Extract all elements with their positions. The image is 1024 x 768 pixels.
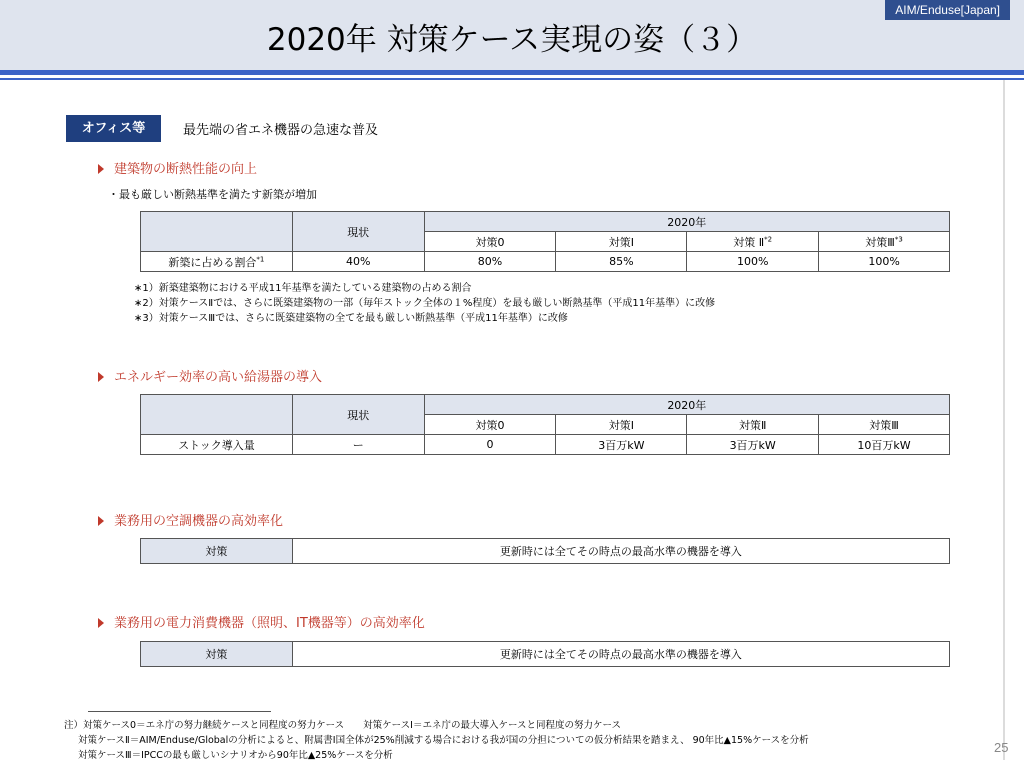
appliances-table xyxy=(140,641,950,667)
row-label: 対策 xyxy=(141,539,293,564)
header-case-0: 対策0 xyxy=(424,415,556,435)
section-heading-insulation xyxy=(98,158,257,177)
cell-case-2: 3百万kW xyxy=(687,435,819,455)
row-label: 新築に占める割合$^{*1}$ xyxy=(141,252,293,272)
table-row xyxy=(141,642,950,667)
section-heading-text: 建築物の断熱性能の向上 xyxy=(114,162,258,177)
section-heading-text: 業務用の空調機器の高効率化 xyxy=(114,514,284,529)
row-value: 更新時には全てその時点の最高水準の機器を導入 xyxy=(292,539,949,564)
triangle-right-icon xyxy=(98,164,104,174)
section-heading-text: 業務用の電力消費機器（照明、IT機器等）の高効率化 xyxy=(114,616,425,631)
section-heading-appliances xyxy=(98,612,425,631)
cell-case-3: 10百万kW xyxy=(819,435,950,455)
table-row xyxy=(141,252,950,272)
footnote-divider xyxy=(88,711,271,712)
header-case-0: 対策0 xyxy=(424,232,556,252)
right-margin-line xyxy=(1003,80,1005,760)
note-line: ∗1）新築建築物における平成11年基準を満たしている建築物の占める割合 xyxy=(134,283,472,294)
category-badge: オフィス等 xyxy=(66,115,161,142)
section-heading-hvac xyxy=(98,510,283,529)
hvac-table xyxy=(140,538,950,564)
source-tag: AIM/Enduse[Japan] xyxy=(885,0,1010,20)
category-description: 最先端の省エネ機器の急速な普及 xyxy=(183,123,379,138)
triangle-right-icon xyxy=(98,618,104,628)
cell-case-1: 3百万kW xyxy=(556,435,687,455)
cell-current: ー xyxy=(292,435,424,455)
cell-case-3: 100% xyxy=(819,252,950,272)
note-line: ∗3）対策ケースⅢでは、さらに既築建築物の全てを最も厳しい断熱基準（平成11年基準）に改修 xyxy=(134,313,568,324)
row-value: 更新時には全てその時点の最高水準の機器を導入 xyxy=(292,642,949,667)
header-rule-thick xyxy=(0,70,1024,75)
footnote-mark: *3 xyxy=(894,234,903,243)
section-heading-water-heater xyxy=(98,366,322,385)
cell-case-1: 85% xyxy=(556,252,687,272)
header-case-1: 対策Ⅰ xyxy=(556,232,687,252)
header-current: 現状 xyxy=(292,212,424,252)
table-corner-cell xyxy=(141,212,293,252)
triangle-right-icon xyxy=(98,516,104,526)
footnote-line: 注）対策ケース0＝エネ庁の努力継続ケースと同程度の努力ケース 対策ケースⅠ＝エネ庁の最大導入ケースと同程度の努力ケース xyxy=(64,720,621,731)
cell-case-0: 80% xyxy=(424,252,556,272)
header-current: 現状 xyxy=(292,395,424,435)
page-title: 2020年 対策ケース実現の姿（３） xyxy=(266,22,758,58)
table-corner-cell xyxy=(141,395,293,435)
header-year: 2020年 xyxy=(424,395,949,415)
triangle-right-icon xyxy=(98,372,104,382)
header-rule-thin xyxy=(0,78,1024,80)
insulation-table xyxy=(140,211,950,272)
cell-current: 40% xyxy=(292,252,424,272)
header-case-3: 対策Ⅲ$^{*3}$ xyxy=(819,232,950,252)
header-case-3: 対策Ⅲ xyxy=(819,415,950,435)
row-label: 対策 xyxy=(141,642,293,667)
row-label: ストック導入量 xyxy=(141,435,293,455)
table-notes xyxy=(134,281,715,326)
note-line: ∗2）対策ケースⅡでは、さらに既築建築物の一部（毎年ストック全体の１%程度）を最も厳しい断熱基準（平成11年基準）に改修 xyxy=(134,298,716,309)
page-number: 25 xyxy=(994,740,1009,755)
header-case-1: 対策Ⅰ xyxy=(556,415,687,435)
header-case-2: 対策 Ⅱ$^{*2}$ xyxy=(687,232,819,252)
footnotes xyxy=(64,718,809,763)
header-year: 2020年 xyxy=(424,212,949,232)
cell-case-2: 100% xyxy=(687,252,819,272)
section-heading-text: エネルギー効率の高い給湯器の導入 xyxy=(114,370,323,385)
footnote-mark: *1 xyxy=(256,254,265,263)
table-row xyxy=(141,435,950,455)
footnote-line: 対策ケースⅡ＝AIM/Enduse/Globalの分析によると、附属書Ⅰ国全体が25%削減する場合における我が国の分担についての仮分析結果を踏まえ、 90年比▲15%ケースを分析 xyxy=(78,735,809,746)
section-subtext: ・最も厳しい断熱基準を満たす新築が増加 xyxy=(108,188,317,201)
footnote-mark: *2 xyxy=(764,234,773,243)
header-case-2: 対策Ⅱ xyxy=(687,415,819,435)
footnote-line: 対策ケースⅢ＝IPCCの最も厳しいシナリオから90年比▲25%ケースを分析 xyxy=(78,750,393,761)
cell-case-0: 0 xyxy=(424,435,556,455)
table-row xyxy=(141,539,950,564)
water-heater-table xyxy=(140,394,950,455)
